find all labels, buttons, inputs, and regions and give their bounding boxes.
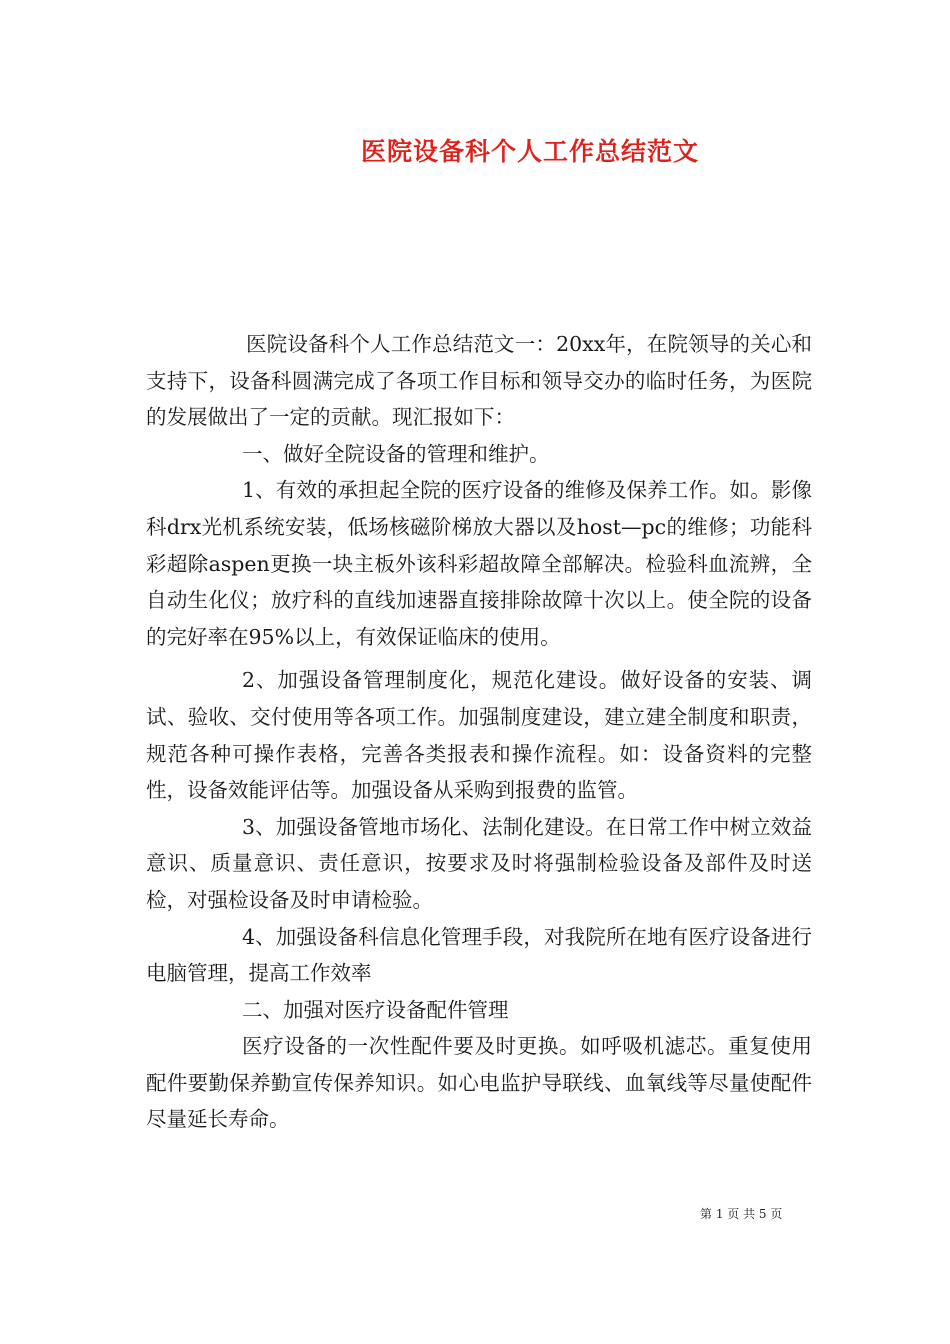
paragraph-section-2-heading: 二、加强对医疗设备配件管理: [242, 997, 509, 1022]
paragraph-section-1-heading: 一、做好全院设备的管理和维护。: [242, 441, 550, 466]
paragraph-item-4: 4、加强设备科信息化管理手段，对我院所在地有医疗设备进行电脑管理，提高工作效率: [146, 924, 812, 986]
paragraph-intro: 医院设备科个人工作总结范文一：20xx年，在院领导的关心和支持下，设备科圆满完成了各项工作目标和领导交办的临时任务，为医院的发展做出了一定的贡献。现汇报如下：: [146, 332, 812, 430]
page-number-footer: 第 1 页 共 5 页: [700, 1207, 783, 1221]
paragraph-item-1: 1、有效的承担起全院的医疗设备的维修及保养工作。如。影像科drx光机系统安装，低场核磁阶梯放大器以及host—pc的维修；功能科彩超除aspen更换一块主板外该科彩超故障全部解决。检验科血流辨，全自动生化仪；放疗科的直线加速器直接排除故障十次以上。使全院的设备的完好率在95%以上，有效保证临床的使用。: [146, 478, 812, 649]
document-body: [146, 326, 812, 1138]
paragraph-item-3: 3、加强设备管地市场化、法制化建设。在日常工作中树立效益意识、质量意识、责任意识，按要求及时将强制检验设备及部件及时送检，对强检设备及时申请检验。: [146, 814, 812, 912]
paragraph-section-2-body: 医疗设备的一次性配件要及时更换。如呼吸机滤芯。重复使用配件要勤保养勤宣传保养知识。如心电监护导联线、血氧线等尽量使配件尽量延长寿命。: [146, 1034, 812, 1132]
paragraph-item-2: 2、加强设备管理制度化，规范化建设。做好设备的安装、调试、验收、交付使用等各项工作。加强制度建设，建立建全制度和职责，规范各种可操作表格，完善各类报表和操作流程。如：设备资料的完整性，设备效能评估等。加强设备从采购到报费的监管。: [146, 668, 812, 803]
document-title: 医院设备科个人工作总结范文: [360, 137, 699, 166]
